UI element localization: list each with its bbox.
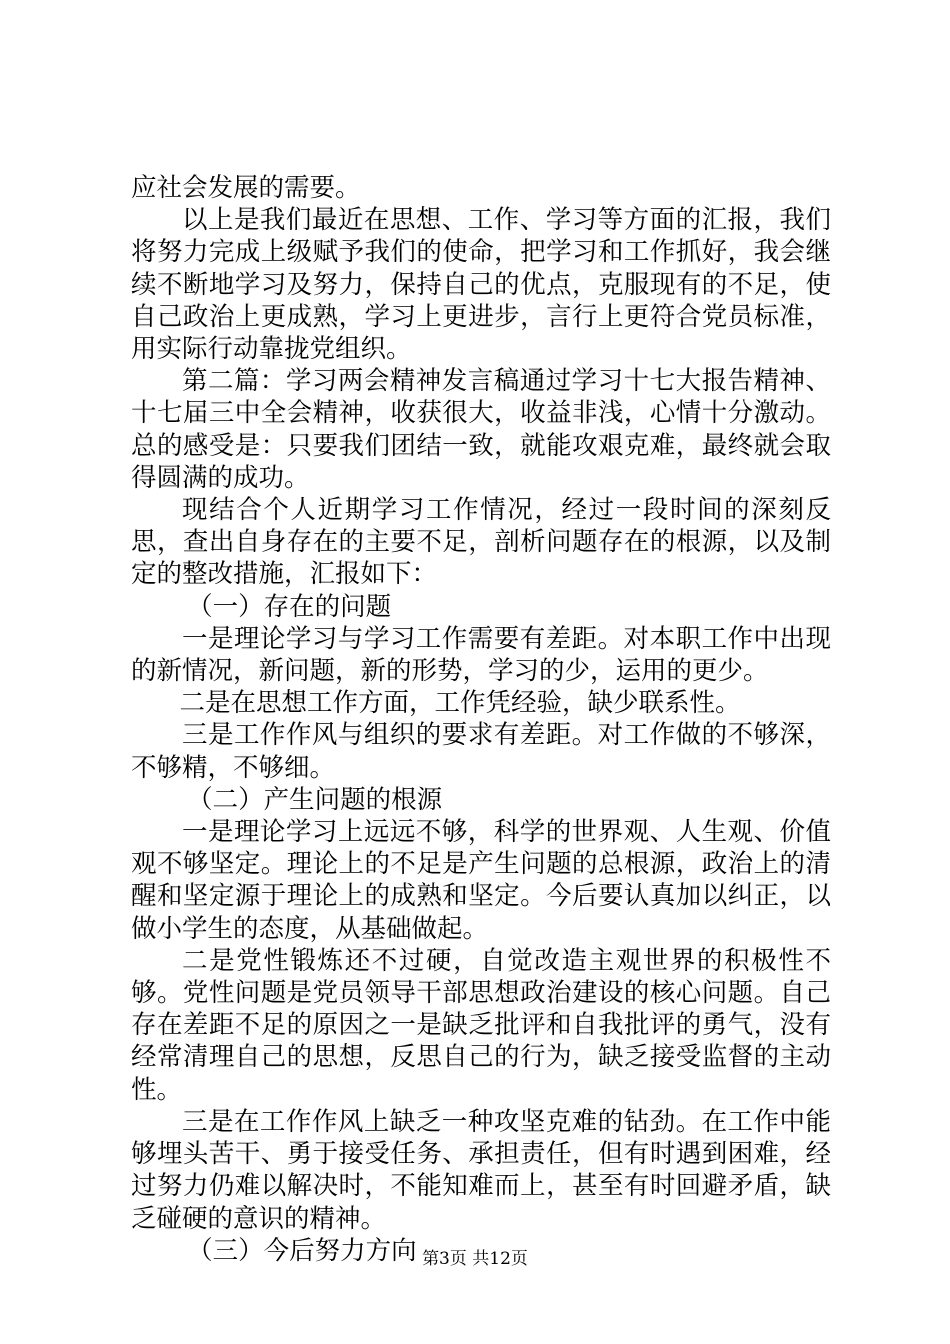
paragraph-cause-1: 一是理论学习上远远不够，科学的世界观、人生观、价值观不够坚定。理论上的不足是产生问题的总根源，政治上的清醒和坚定源于理论上的成熟和坚定。今后要认真加以纠正，以做小学生的态度，从基础做起。 xyxy=(131,817,831,944)
page-number-label: 第3页 共12页 xyxy=(422,1249,528,1269)
paragraph-problem-1: 一是理论学习与学习工作需要有差距。对本职工作中出现的新情况，新问题，新的形势，学习的少，运用的更少。 xyxy=(131,623,831,687)
paragraph-second-article: 第二篇：学习两会精神发言稿通过学习十七大报告精神、十七届三中全会精神，收获很大，收益非浅，心情十分激动。总的感受是：只要我们团结一致，就能攻艰克难，最终就会取得圆满的成功。 xyxy=(131,366,831,493)
paragraph-report-summary: 以上是我们最近在思想、工作、学习等方面的汇报，我们将努力完成上级赋予我们的使命，把学习和工作抓好，我会继续不断地学习及努力，保持自己的优点，克服现有的不足，使自己政治上更成熟，学习上更进步，言行上更符合党员标准，用实际行动靠拢党组织。 xyxy=(131,205,831,365)
section-heading-root-causes: （二）产生问题的根源 xyxy=(187,784,443,815)
paragraph-continuation: 应社会发展的需要。 xyxy=(131,173,361,203)
page-footer xyxy=(0,1248,950,1270)
paragraph-cause-3: 三是在工作作风上缺乏一种攻坚克难的钻劲。在工作中能够埋头苦干、勇于接受任务、承担责任，但有时遇到困难，经过努力仍难以解决时，不能知难而上，甚至有时回避矛盾，缺乏碰硬的意识的精神。 xyxy=(131,1106,831,1234)
section-heading-problems: （一）存在的问题 xyxy=(187,591,392,622)
document-body xyxy=(131,172,831,1267)
paragraph-problem-3: 三是工作作风与组织的要求有差距。对工作做的不够深，不够精，不够细。 xyxy=(131,720,831,783)
paragraph-introduction: 现结合个人近期学习工作情况，经过一段时间的深刻反思，查出自身存在的主要不足，剖析问题存在的根源，以及制定的整改措施，汇报如下： xyxy=(131,495,831,590)
paragraph-cause-2: 二是党性锻炼还不过硬，自觉改造主观世界的积极性不够。党性问题是党员领导干部思想政治建设的核心问题。自己存在差距不足的原因之一是缺乏批评和自我批评的勇气，没有经常清理自己的思想，反思自己的行为，缺乏接受监督的主动性。 xyxy=(131,945,831,1105)
section-heading-future-direction: （三）今后努力方向 xyxy=(187,1235,417,1266)
paragraph-problem-2: 二是在思想工作方面，工作凭经验，缺少联系性。 xyxy=(179,688,741,719)
